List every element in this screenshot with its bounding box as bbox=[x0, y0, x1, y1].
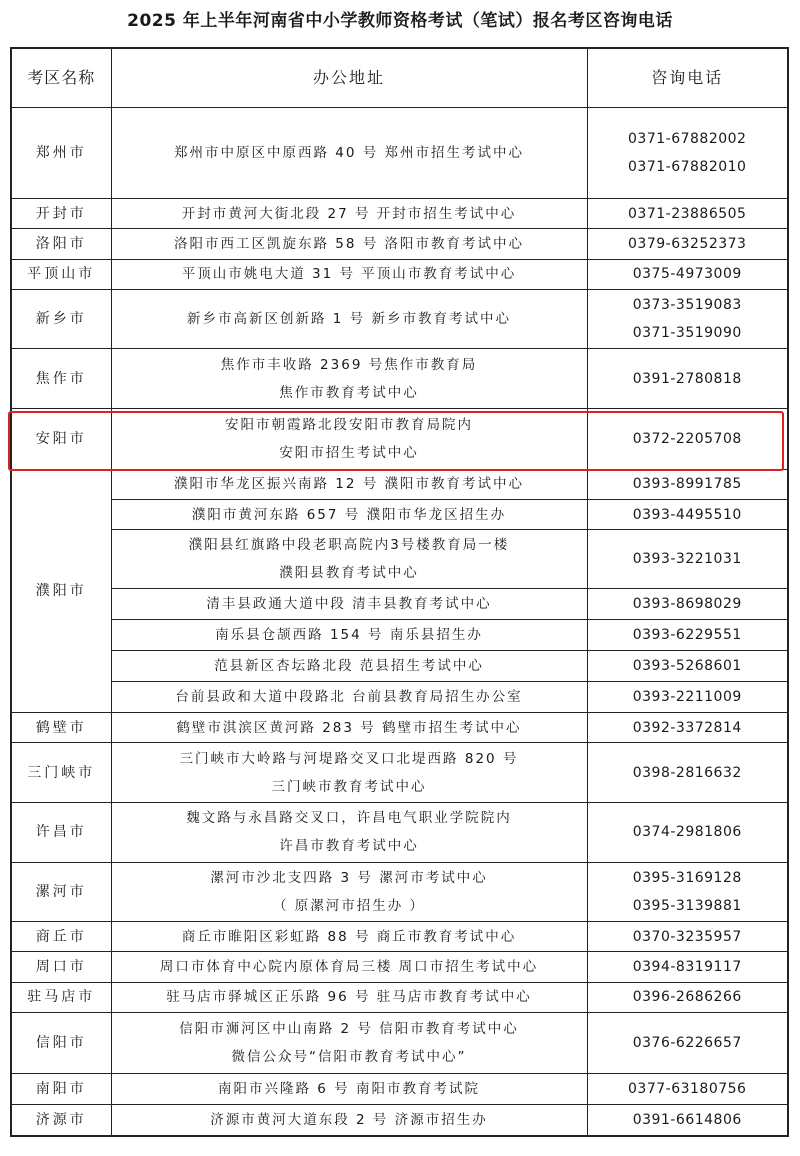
phone-cell bbox=[587, 499, 788, 529]
table-row bbox=[11, 229, 788, 259]
address-line: 濮阳市华龙区振兴南路 12 号 濮阳市教育考试中心 bbox=[173, 476, 525, 493]
address-line: 濮阳市黄河东路 657 号 濮阳市华龙区招生办 bbox=[191, 506, 507, 523]
address-line: 焦作市丰收路 2369 号焦作市教育局 bbox=[220, 356, 478, 373]
address-cell bbox=[111, 1073, 587, 1104]
phone-cell bbox=[587, 259, 788, 289]
phone-cell bbox=[587, 982, 788, 1012]
address-line: 微信公众号“信阳市教育考试中心” bbox=[231, 1048, 467, 1065]
address-cell bbox=[111, 229, 587, 259]
region-cell: 濮阳市 bbox=[11, 469, 111, 712]
region-cell: 漯河市 bbox=[11, 862, 111, 922]
table-row bbox=[11, 743, 788, 803]
table-row bbox=[11, 1104, 788, 1136]
address-line: 焦作市教育考试中心 bbox=[279, 384, 419, 401]
address-cell bbox=[111, 922, 587, 952]
address-cell bbox=[111, 108, 587, 199]
table-row bbox=[11, 530, 788, 589]
region-cell: 信阳市 bbox=[11, 1013, 111, 1074]
address-line: 魏文路与永昌路交叉口，许昌电气职业学院院内 bbox=[186, 810, 512, 827]
table-row bbox=[11, 952, 788, 982]
address-cell bbox=[111, 620, 587, 651]
table-row bbox=[11, 620, 788, 651]
region-cell: 许昌市 bbox=[11, 802, 111, 862]
phone-cell bbox=[587, 802, 788, 862]
header-address: 办公地址 bbox=[111, 48, 587, 108]
table-row bbox=[11, 499, 788, 529]
address-cell bbox=[111, 469, 587, 499]
address-cell bbox=[111, 952, 587, 982]
region-cell: 鹤壁市 bbox=[11, 713, 111, 743]
address-cell bbox=[111, 530, 587, 589]
table-row bbox=[11, 409, 788, 470]
address-line: 南阳市兴隆路 6 号 南阳市教育考试院 bbox=[218, 1080, 480, 1097]
address-line: 鹤壁市淇滨区黄河路 283 号 鹤壁市招生考试中心 bbox=[176, 719, 522, 736]
address-line: 平顶山市姚电大道 31 号 平顶山市教育考试中心 bbox=[181, 266, 517, 283]
address-cell bbox=[111, 982, 587, 1012]
phone-number: 0377-63180756 bbox=[628, 1080, 747, 1097]
phone-cell bbox=[587, 469, 788, 499]
address-line: 三门峡市大岭路与河堤路交叉口北堤西路 820 号 bbox=[179, 750, 519, 767]
address-cell bbox=[111, 862, 587, 922]
phone-number: 0393-2211009 bbox=[632, 688, 742, 705]
address-cell bbox=[111, 349, 587, 409]
region-cell: 新乡市 bbox=[11, 289, 111, 349]
phone-cell bbox=[587, 108, 788, 199]
phone-number: 0371-67882002 bbox=[628, 131, 747, 148]
address-line: 濮阳县红旗路中段老职高院内3号楼教育局一楼 bbox=[188, 537, 510, 554]
address-line: 濮阳县教育考试中心 bbox=[279, 565, 419, 582]
phone-cell bbox=[587, 588, 788, 619]
phone-cell bbox=[587, 409, 788, 470]
address-cell bbox=[111, 499, 587, 529]
region-cell: 南阳市 bbox=[11, 1073, 111, 1104]
phone-cell bbox=[587, 289, 788, 349]
phone-number: 0393-5268601 bbox=[632, 658, 742, 675]
phone-cell bbox=[587, 1013, 788, 1074]
address-cell bbox=[111, 259, 587, 289]
region-cell: 济源市 bbox=[11, 1104, 111, 1136]
address-line: 济源市黄河大道东段 2 号 济源市招生办 bbox=[210, 1111, 488, 1128]
address-cell bbox=[111, 802, 587, 862]
phone-number: 0376-6226657 bbox=[632, 1034, 742, 1051]
region-cell: 三门峡市 bbox=[11, 743, 111, 803]
address-cell bbox=[111, 743, 587, 803]
table-header-row bbox=[11, 48, 788, 108]
address-line: 开封市黄河大街北段 27 号 开封市招生考试中心 bbox=[181, 205, 517, 222]
address-cell bbox=[111, 199, 587, 229]
phone-number: 0393-3221031 bbox=[632, 551, 742, 568]
address-cell bbox=[111, 1013, 587, 1074]
address-line: 信阳市浉河区中山南路 2 号 信阳市教育考试中心 bbox=[179, 1020, 519, 1037]
table-row bbox=[11, 1073, 788, 1104]
phone-number: 0395-3169128 bbox=[632, 869, 742, 886]
table-row bbox=[11, 469, 788, 499]
header-phone: 咨询电话 bbox=[587, 48, 788, 108]
region-cell: 焦作市 bbox=[11, 349, 111, 409]
table-row bbox=[11, 681, 788, 712]
phone-cell bbox=[587, 862, 788, 922]
region-cell: 驻马店市 bbox=[11, 982, 111, 1012]
address-line: 南乐县仓颉西路 154 号 南乐县招生办 bbox=[215, 627, 483, 644]
region-cell: 平顶山市 bbox=[11, 259, 111, 289]
phone-number: 0395-3139881 bbox=[632, 897, 742, 914]
phone-number: 0374-2981806 bbox=[632, 824, 742, 841]
table-row bbox=[11, 349, 788, 409]
region-cell: 商丘市 bbox=[11, 922, 111, 952]
phone-number: 0372-2205708 bbox=[632, 430, 742, 447]
phone-number: 0371-3519090 bbox=[632, 325, 742, 342]
address-line: 新乡市高新区创新路 1 号 新乡市教育考试中心 bbox=[187, 311, 511, 328]
phone-cell bbox=[587, 952, 788, 982]
phone-cell bbox=[587, 530, 788, 589]
phone-number: 0392-3372814 bbox=[632, 719, 742, 736]
region-cell: 开封市 bbox=[11, 199, 111, 229]
phone-cell bbox=[587, 713, 788, 743]
region-cell: 安阳市 bbox=[11, 409, 111, 470]
phone-cell bbox=[587, 1104, 788, 1136]
address-line: 许昌市教育考试中心 bbox=[279, 838, 419, 855]
phone-cell bbox=[587, 922, 788, 952]
phone-cell bbox=[587, 349, 788, 409]
address-line: 三门峡市教育考试中心 bbox=[271, 778, 427, 795]
address-line: 漯河市沙北支四路 3 号 漯河市考试中心 bbox=[210, 869, 488, 886]
address-line: 周口市体育中心院内原体育局三楼 周口市招生考试中心 bbox=[159, 959, 539, 976]
phone-number: 0393-4495510 bbox=[632, 506, 742, 523]
address-cell bbox=[111, 651, 587, 681]
table-row bbox=[11, 982, 788, 1012]
table-row bbox=[11, 651, 788, 681]
address-line: 商丘市睢阳区彩虹路 88 号 商丘市教育考试中心 bbox=[181, 928, 517, 945]
phone-cell bbox=[587, 681, 788, 712]
region-cell: 洛阳市 bbox=[11, 229, 111, 259]
phone-cell bbox=[587, 743, 788, 803]
address-line: 洛阳市西工区凯旋东路 58 号 洛阳市教育考试中心 bbox=[173, 235, 525, 252]
contact-table bbox=[10, 47, 789, 1137]
address-cell bbox=[111, 1104, 587, 1136]
phone-number: 0391-2780818 bbox=[632, 370, 742, 387]
address-line: 郑州市中原区中原西路 40 号 郑州市招生考试中心 bbox=[173, 145, 525, 162]
region-cell: 郑州市 bbox=[11, 108, 111, 199]
header-region: 考区名称 bbox=[11, 48, 111, 108]
phone-cell bbox=[587, 1073, 788, 1104]
address-line: 清丰县政通大道中段 清丰县教育考试中心 bbox=[206, 596, 492, 613]
table-row bbox=[11, 199, 788, 229]
table-row bbox=[11, 713, 788, 743]
phone-number: 0394-8319117 bbox=[632, 959, 742, 976]
address-line: 安阳市招生考试中心 bbox=[279, 444, 419, 461]
phone-cell bbox=[587, 620, 788, 651]
table-row bbox=[11, 922, 788, 952]
phone-number: 0396-2686266 bbox=[632, 989, 742, 1006]
phone-cell bbox=[587, 651, 788, 681]
table-row bbox=[11, 108, 788, 199]
phone-number: 0379-63252373 bbox=[628, 235, 747, 252]
address-cell bbox=[111, 681, 587, 712]
region-cell: 周口市 bbox=[11, 952, 111, 982]
address-cell bbox=[111, 713, 587, 743]
table-row bbox=[11, 1013, 788, 1074]
table-row bbox=[11, 802, 788, 862]
page-title: 2025 年上半年河南省中小学教师资格考试（笔试）报名考区咨询电话 bbox=[127, 11, 673, 31]
phone-number: 0375-4973009 bbox=[632, 266, 742, 283]
phone-cell bbox=[587, 229, 788, 259]
table-row bbox=[11, 259, 788, 289]
phone-number: 0373-3519083 bbox=[632, 297, 742, 314]
phone-number: 0393-6229551 bbox=[632, 627, 742, 644]
address-cell bbox=[111, 289, 587, 349]
table-row bbox=[11, 588, 788, 619]
address-line: 范县新区杏坛路北段 范县招生考试中心 bbox=[214, 658, 484, 675]
table-row bbox=[11, 862, 788, 922]
phone-number: 0398-2816632 bbox=[632, 764, 742, 781]
address-line: （ 原漯河市招生办 ） bbox=[272, 897, 426, 914]
address-line: 台前县政和大道中段路北 台前县教育局招生办公室 bbox=[175, 688, 523, 705]
phone-number: 0391-6614806 bbox=[632, 1111, 742, 1128]
phone-number: 0393-8991785 bbox=[632, 476, 742, 493]
table-row bbox=[11, 289, 788, 349]
address-cell bbox=[111, 409, 587, 470]
phone-number: 0393-8698029 bbox=[632, 596, 742, 613]
phone-cell bbox=[587, 199, 788, 229]
phone-number: 0371-23886505 bbox=[628, 205, 747, 222]
phone-number: 0370-3235957 bbox=[632, 928, 742, 945]
phone-number: 0371-67882010 bbox=[628, 159, 747, 176]
address-line: 安阳市朝霞路北段安阳市教育局院内 bbox=[225, 416, 473, 433]
address-cell bbox=[111, 588, 587, 619]
address-line: 驻马店市驿城区正乐路 96 号 驻马店市教育考试中心 bbox=[166, 989, 532, 1006]
